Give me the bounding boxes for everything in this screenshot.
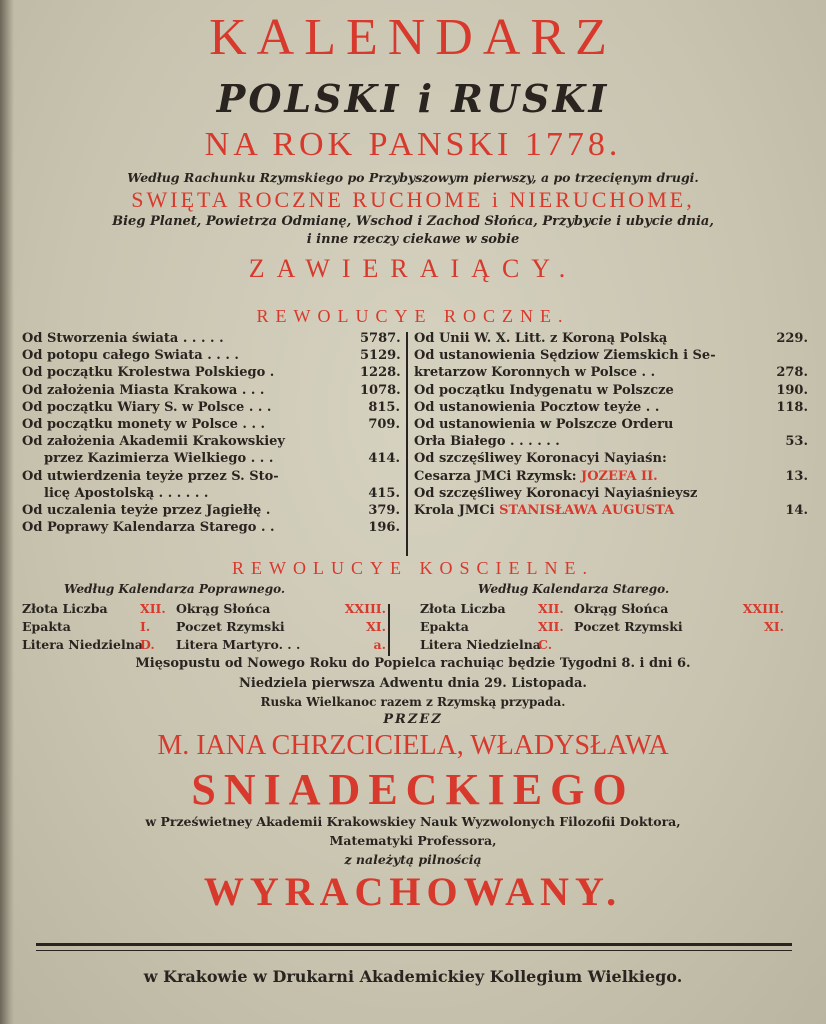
table-row	[22, 330, 400, 347]
row-label	[22, 433, 360, 450]
cell-label: Okrąg Słońca	[176, 601, 271, 616]
table-row	[420, 636, 808, 654]
table-row	[22, 618, 402, 636]
table-row	[420, 600, 808, 618]
table-row	[414, 416, 808, 433]
row-label-text: Od początku Krolestwa Polskiego .	[22, 365, 275, 381]
title-na-rok: NA ROK PANSKI 1778.	[204, 126, 622, 163]
cell-label	[574, 636, 724, 654]
author-name: M. IANA CHRZCICIELA, WŁADYSŁAWA	[157, 730, 669, 761]
row-label-text: Od początku monety w Polsce . . .	[22, 417, 266, 433]
table-row	[414, 502, 808, 519]
row-label-text: Od ustanowienia Sędziow Ziemskich i Se-	[414, 348, 716, 364]
column-divider	[388, 604, 390, 656]
table-row	[22, 636, 402, 654]
row-label	[22, 519, 360, 536]
row-label-text: Krola JMCi	[414, 503, 495, 519]
row-label	[414, 433, 768, 450]
row-label	[414, 450, 768, 467]
row-label	[414, 416, 768, 433]
title-line-ciekawe: i inne rzeczy ciekawe w sobie	[306, 232, 520, 247]
caption-poprawny: Według Kalendarza Poprawnego.	[64, 582, 286, 596]
row-label-text: Od ustanowienia Pocztow teyże . .	[414, 399, 660, 415]
row-value: 278.	[776, 365, 808, 381]
row-label-text: Cesarza JMCi Rzymsk:	[414, 468, 577, 484]
cell-value: XI.	[764, 619, 784, 634]
heading-rewolucye-roczne: REWOLUCYE ROCZNE.	[256, 306, 570, 326]
row-value: 1228.	[360, 365, 401, 381]
row-value	[360, 468, 400, 485]
row-label	[22, 364, 360, 381]
table-row	[22, 502, 400, 519]
row-value: 229.	[776, 331, 808, 346]
row-label-text: Od ustanowienia w Polszcze Orderu	[414, 417, 674, 433]
table-row	[22, 433, 400, 450]
row-value	[768, 450, 808, 467]
table-row	[22, 600, 402, 618]
line-wielkanoc: Ruska Wielkanoc razem z Rzymską przypada.	[260, 695, 566, 709]
row-label	[414, 347, 768, 364]
row-label	[22, 330, 360, 347]
table-row	[420, 618, 808, 636]
cell-value: XXIII.	[344, 601, 386, 616]
row-value: 5787.	[360, 331, 401, 346]
table-row	[22, 450, 400, 467]
cell-label: Litera Martyro. . .	[176, 637, 301, 652]
row-label-text: Od potopu całego Swiata . . . .	[22, 348, 239, 364]
imprint: w Krakowie w Drukarni Akademickiey Kollegium Wielkiego.	[143, 967, 683, 986]
row-value: 415.	[368, 485, 400, 501]
row-label	[22, 450, 360, 467]
row-label	[414, 382, 768, 399]
row-value: 14.	[785, 503, 808, 519]
church-right-column	[420, 600, 808, 654]
row-label-text: Od początku Wiary S. w Polsce . . .	[22, 399, 272, 415]
author-diligence: z należytą pilnością	[344, 852, 482, 867]
cell-value: XII.	[538, 601, 564, 616]
author-surname: SNIADECKIEGO	[191, 765, 635, 814]
title-wyrachowany: WYRACHOWANY.	[203, 869, 623, 914]
title-swieta: SWIĘTA ROCZNE RUCHOME i NIERUCHOME,	[131, 187, 695, 212]
table-row	[22, 347, 400, 364]
line-miesopust: Mięsopustu od Nowego Roku do Popielca rachuiąc będzie Tygodni 8. i dni 6.	[135, 656, 691, 671]
row-label	[22, 416, 360, 433]
cell-value: C.	[538, 637, 553, 652]
row-label-text: Od utwierdzenia teyże przez S. Sto-	[22, 468, 279, 484]
annual-left-column	[22, 330, 400, 536]
row-label-text: Od uczalenia teyże przez Jagiełłę .	[22, 503, 271, 519]
row-label	[414, 399, 768, 416]
cell-value: D.	[140, 637, 155, 652]
heading-rewolucye-koscielne: REWOLUCYE KOSCIELNE.	[232, 558, 594, 578]
row-value	[768, 347, 808, 364]
table-row	[22, 382, 400, 399]
title-line-rachunek: Według Rachunku Rzymskiego po Przybyszowym pierwszy, a po trzecięnym drugi.	[127, 170, 699, 185]
row-label	[22, 382, 360, 399]
row-label	[22, 502, 360, 519]
cell-label: Okrąg Słońca	[574, 601, 669, 616]
row-label	[414, 330, 768, 347]
table-row	[22, 399, 400, 416]
cell-value: XII.	[538, 619, 564, 634]
row-label	[414, 468, 768, 485]
cell-label: Epakta	[420, 619, 469, 634]
row-value: 815.	[368, 399, 400, 415]
line-przez: PRZEZ	[383, 712, 443, 727]
column-divider	[406, 332, 408, 556]
title-polski-ruski: POLSKI i RUSKI	[216, 76, 610, 121]
row-label-text: licę Apostolską . . . . . .	[44, 485, 209, 501]
cell-value: XII.	[140, 601, 166, 616]
cell-label: Litera Niedzielna	[22, 637, 143, 652]
row-label-text: kretarzow Koronnych w Polsce . .	[414, 365, 656, 381]
row-label-text: Od początku Indygenatu w Polszcze	[414, 382, 674, 398]
church-left-column	[22, 600, 402, 654]
row-label	[22, 399, 360, 416]
table-row	[414, 468, 808, 485]
table-row	[414, 347, 808, 364]
author-professor: Matematyki Professora,	[329, 833, 497, 848]
row-value: 53.	[785, 434, 808, 450]
row-label	[22, 347, 360, 364]
cell-value: XXIII.	[742, 601, 784, 616]
row-label-text: Orła Białego . . . . . .	[414, 434, 560, 450]
row-label-text: Od szczęśliwey Koronacyi Nayiaśnieysz	[414, 485, 698, 501]
row-label	[22, 485, 360, 502]
title-line-bieg: Bieg Planet, Powietrza Odmianę, Wschod i Zachod Słońca, Przybycie i ubycie dnia,	[112, 214, 714, 229]
divider-rule-thin	[36, 950, 792, 951]
row-label-highlight: STANISŁAWA AUGUSTA	[494, 503, 675, 519]
row-value: 196.	[368, 520, 400, 536]
row-label-text: Od założenia Akademii Krakowskiey	[22, 434, 285, 450]
cell-label: Poczet Rzymski	[574, 619, 683, 634]
table-row	[22, 416, 400, 433]
row-label-text: Od Poprawy Kalendarza Starego . .	[22, 520, 275, 536]
table-row	[22, 468, 400, 485]
line-adwent: Niedziela pierwsza Adwentu dnia 29. Listopada.	[239, 676, 587, 691]
table-row	[22, 364, 400, 381]
row-label-text: Od założenia Miasta Krakowa . . .	[22, 382, 265, 398]
caption-stary: Według Kalendarza Starego.	[478, 582, 670, 596]
row-label-highlight: JOZEFA II.	[576, 468, 658, 484]
row-value: 190.	[776, 382, 808, 398]
divider-rule	[36, 943, 792, 946]
author-position: w Prześwietney Akademii Krakowskiey Nauk Wyzwolonych Filozofii Doktora,	[145, 814, 681, 829]
title-kalendarz: KALENDARZ	[209, 9, 617, 66]
table-row	[414, 399, 808, 416]
row-value: 118.	[776, 399, 808, 415]
table-row	[414, 382, 808, 399]
cell-value: XI.	[366, 619, 386, 634]
cell-value	[724, 636, 784, 654]
row-value	[768, 485, 808, 502]
row-value: 379.	[368, 503, 400, 519]
table-row	[414, 364, 808, 381]
cell-label: Poczet Rzymski	[176, 619, 285, 634]
row-label-text: Od Unii W. X. Litt. z Koroną Polską	[414, 331, 668, 346]
row-label	[22, 468, 360, 485]
table-row	[22, 519, 400, 536]
row-value	[360, 433, 400, 450]
row-label	[414, 502, 768, 519]
row-value: 1078.	[360, 382, 401, 398]
row-value: 414.	[368, 451, 400, 467]
row-label-text: Od Stworzenia świata . . . . .	[22, 331, 224, 346]
row-value	[768, 416, 808, 433]
row-label-text: przez Kazimierza Wielkiego . . .	[44, 451, 274, 467]
row-value: 13.	[785, 468, 808, 484]
row-value: 5129.	[360, 348, 401, 364]
row-label	[414, 485, 768, 502]
row-label	[414, 364, 768, 381]
title-zawierajacy: ZAWIERAIĄCY.	[248, 254, 578, 283]
cell-value: I.	[140, 619, 151, 634]
row-value: 709.	[368, 417, 400, 433]
table-row	[22, 485, 400, 502]
cell-label: Złota Liczba	[22, 601, 108, 616]
table-row	[414, 330, 808, 347]
table-row	[414, 485, 808, 502]
cell-label: Epakta	[22, 619, 71, 634]
cell-label: Litera Niedzielna	[420, 637, 541, 652]
table-row	[414, 433, 808, 450]
table-row	[414, 450, 808, 467]
annual-right-column	[414, 330, 808, 519]
annual-revolutions-table	[22, 330, 808, 562]
row-label-text: Od szczęśliwey Koronacyi Nayiaśn:	[414, 451, 667, 467]
cell-value: a.	[373, 637, 386, 652]
cell-label: Złota Liczba	[420, 601, 506, 616]
